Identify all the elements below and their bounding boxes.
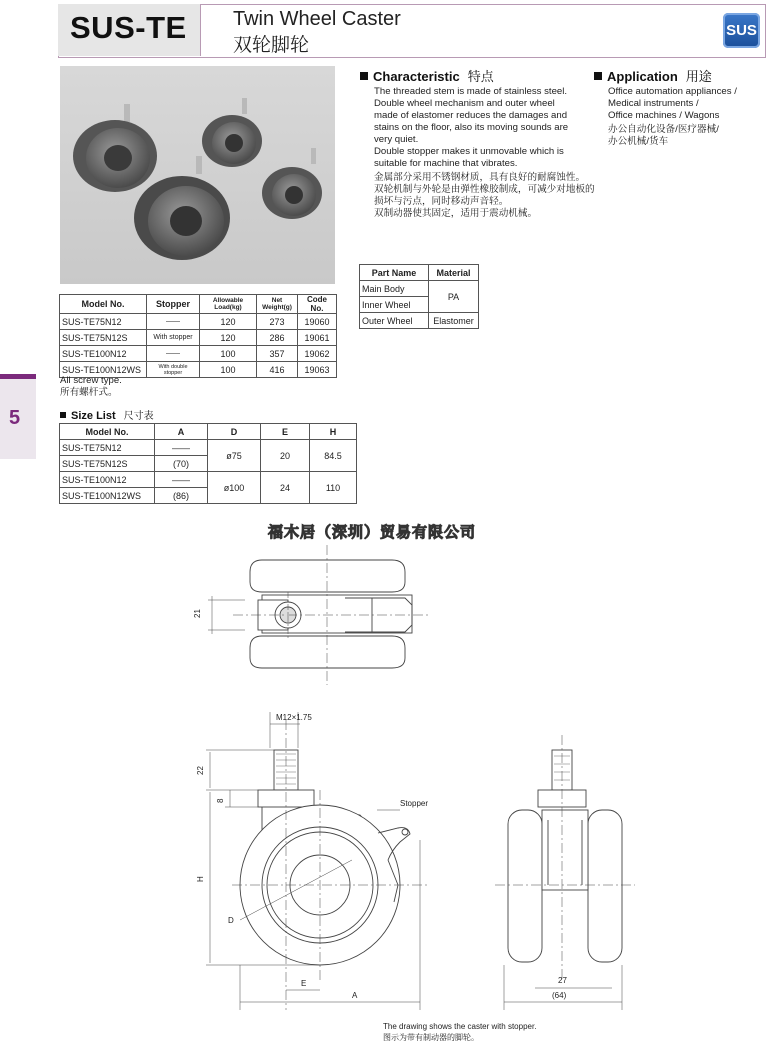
table-header: Net Weight(g) — [257, 295, 298, 314]
text-line: 损坏与污点，同时移动声音轻。 — [374, 196, 509, 207]
table-cell: PA — [429, 281, 479, 313]
chapter-number: 5 — [9, 407, 21, 429]
model-spec-table — [59, 294, 337, 378]
sus-badge: SUS — [723, 13, 760, 48]
table-cell: With stopper — [147, 330, 200, 346]
table-cell: (86) — [155, 488, 208, 504]
table-cell: 110 — [310, 472, 357, 504]
application-heading-cn: 用途 — [685, 69, 712, 84]
parts-material-table — [359, 264, 479, 329]
product-title-cn: 双轮脚轮 — [233, 35, 310, 56]
table-cell: ø75 — [208, 440, 261, 472]
text-line: Office machines / Wagons — [608, 110, 720, 121]
table-cell: SUS-TE75N12S — [60, 330, 147, 346]
product-photo — [60, 66, 335, 284]
table-row — [60, 472, 357, 488]
table-row — [60, 314, 337, 330]
text-line: 办公机械/货车 — [608, 136, 669, 147]
table-header: E — [261, 424, 310, 440]
table-cell: SUS-TE100N12 — [60, 346, 147, 362]
table-header: Code No. — [298, 295, 337, 314]
text-line: very quiet. — [374, 134, 419, 145]
characteristic-heading-cn: 特点 — [467, 69, 494, 84]
text-line: stains on the floor, also its moving sounds are — [374, 122, 569, 133]
table-cell: 357 — [257, 346, 298, 362]
text-line: Office automation appliances / — [608, 86, 737, 97]
application-heading-en: Application — [607, 69, 678, 84]
drawing-note-cn: 图示为带有制动器的脚轮。 — [383, 1033, 479, 1042]
drawing-note-en: The drawing shows the caster with stopper. — [383, 1022, 537, 1031]
table-cell: 120 — [200, 314, 257, 330]
screw-note-cn: 所有螺杆式。 — [60, 387, 118, 398]
table-header: H — [310, 424, 357, 440]
table-cell: 19063 — [298, 362, 337, 378]
text-line: Double wheel mechanism and outer wheel — [374, 98, 555, 109]
size-list-heading-cn: 尺寸表 — [123, 411, 154, 422]
stopper-label: Stopper — [400, 799, 429, 808]
table-header: Allowable Load(kg) — [200, 295, 257, 314]
table-header: Part Name — [360, 265, 429, 281]
size-list-heading-en: Size List — [71, 410, 116, 422]
chapter-tab — [0, 374, 36, 459]
dimension-21: 21 — [193, 609, 202, 618]
dimension-27: 27 — [558, 976, 567, 985]
table-cell: Elastomer — [429, 313, 479, 329]
table-cell: 286 — [257, 330, 298, 346]
table-row — [60, 346, 337, 362]
table-cell: SUS-TE100N12WS — [60, 362, 147, 378]
table-cell: 120 — [200, 330, 257, 346]
size-list-heading — [60, 407, 154, 422]
table-cell: 20 — [261, 440, 310, 472]
text-line: 办公自动化设备/医疗器械/ — [608, 124, 719, 135]
characteristic-text-en — [374, 86, 599, 170]
dimension-22: 22 — [196, 766, 205, 775]
text-line: The threaded stem is made of stainless steel. — [374, 86, 568, 97]
bullet-square-icon — [594, 72, 602, 80]
table-cell: Main Body — [360, 281, 429, 297]
table-header: Model No. — [60, 424, 155, 440]
top-view — [208, 545, 430, 685]
dimension-a: A — [352, 991, 358, 1000]
table-cell: Outer Wheel — [360, 313, 429, 329]
table-header: D — [208, 424, 261, 440]
table-header: A — [155, 424, 208, 440]
text-line: 双轮机制与外轮是由弹性橡胶制成，可减少对地板的 — [374, 184, 595, 195]
dimension-h: H — [196, 876, 205, 882]
table-cell: 100 — [200, 362, 257, 378]
table-cell: 24 — [261, 472, 310, 504]
table-cell: (70) — [155, 456, 208, 472]
table-cell: SUS-TE75N12 — [60, 440, 155, 456]
table-cell: SUS-TE100N12 — [60, 472, 155, 488]
text-line: 双制动器使其固定，适用于震动机械。 — [374, 208, 538, 219]
table-cell: 19061 — [298, 330, 337, 346]
table-cell: 19062 — [298, 346, 337, 362]
dimension-8: 8 — [216, 798, 225, 803]
company-watermark: 福木居（深圳）贸易有限公司 — [268, 524, 477, 541]
table-cell: With double stopper — [147, 362, 200, 378]
table-cell: 273 — [257, 314, 298, 330]
technical-drawing — [0, 540, 768, 1020]
drawing-note — [383, 1021, 536, 1043]
product-title-en: Twin Wheel Caster — [233, 8, 401, 30]
front-view — [495, 735, 635, 1010]
side-view — [206, 712, 428, 1010]
text-line: Medical instruments / — [608, 98, 699, 109]
bullet-square-icon — [60, 412, 66, 418]
text-line: Double stopper makes it unmovable which is — [374, 146, 564, 157]
table-cell: Inner Wheel — [360, 297, 429, 313]
table-cell: —— — [147, 346, 200, 362]
table-cell: —— — [155, 440, 208, 456]
table-cell: —— — [147, 314, 200, 330]
text-line: 金属部分采用不锈钢材质，具有良好的耐腐蚀性。 — [374, 172, 586, 183]
table-header: Model No. — [60, 295, 147, 314]
text-line: made of elastomer reduces the damages and — [374, 110, 568, 121]
caster-photo-illustration — [60, 66, 335, 284]
thread-label: M12×1.75 — [276, 713, 312, 722]
table-row — [360, 281, 479, 297]
bullet-square-icon — [360, 72, 368, 80]
dimension-d: D — [228, 916, 234, 925]
characteristic-text-cn — [374, 172, 604, 220]
screw-note-en: All screw type. — [60, 375, 122, 386]
screw-note — [60, 375, 122, 399]
text-line: suitable for machine that vibrates. — [374, 158, 518, 169]
characteristic-heading-en: Characteristic — [373, 69, 460, 84]
table-cell: 100 — [200, 346, 257, 362]
size-list-table — [59, 423, 357, 504]
table-row — [60, 330, 337, 346]
application-heading — [594, 66, 712, 85]
model-title: SUS-TE — [70, 10, 187, 45]
table-header: Material — [429, 265, 479, 281]
table-cell: SUS-TE100N12WS — [60, 488, 155, 504]
table-cell: 84.5 — [310, 440, 357, 472]
table-row — [360, 313, 479, 329]
application-text — [608, 86, 758, 148]
table-cell: SUS-TE75N12 — [60, 314, 147, 330]
table-cell: —— — [155, 472, 208, 488]
table-cell: 416 — [257, 362, 298, 378]
table-cell: ø100 — [208, 472, 261, 504]
table-header: Stopper — [147, 295, 200, 314]
dimension-e: E — [301, 979, 307, 988]
table-cell: SUS-TE75N12S — [60, 456, 155, 472]
characteristic-heading — [360, 66, 494, 85]
table-cell: 19060 — [298, 314, 337, 330]
dimension-64: (64) — [552, 991, 567, 1000]
table-row — [60, 440, 357, 456]
